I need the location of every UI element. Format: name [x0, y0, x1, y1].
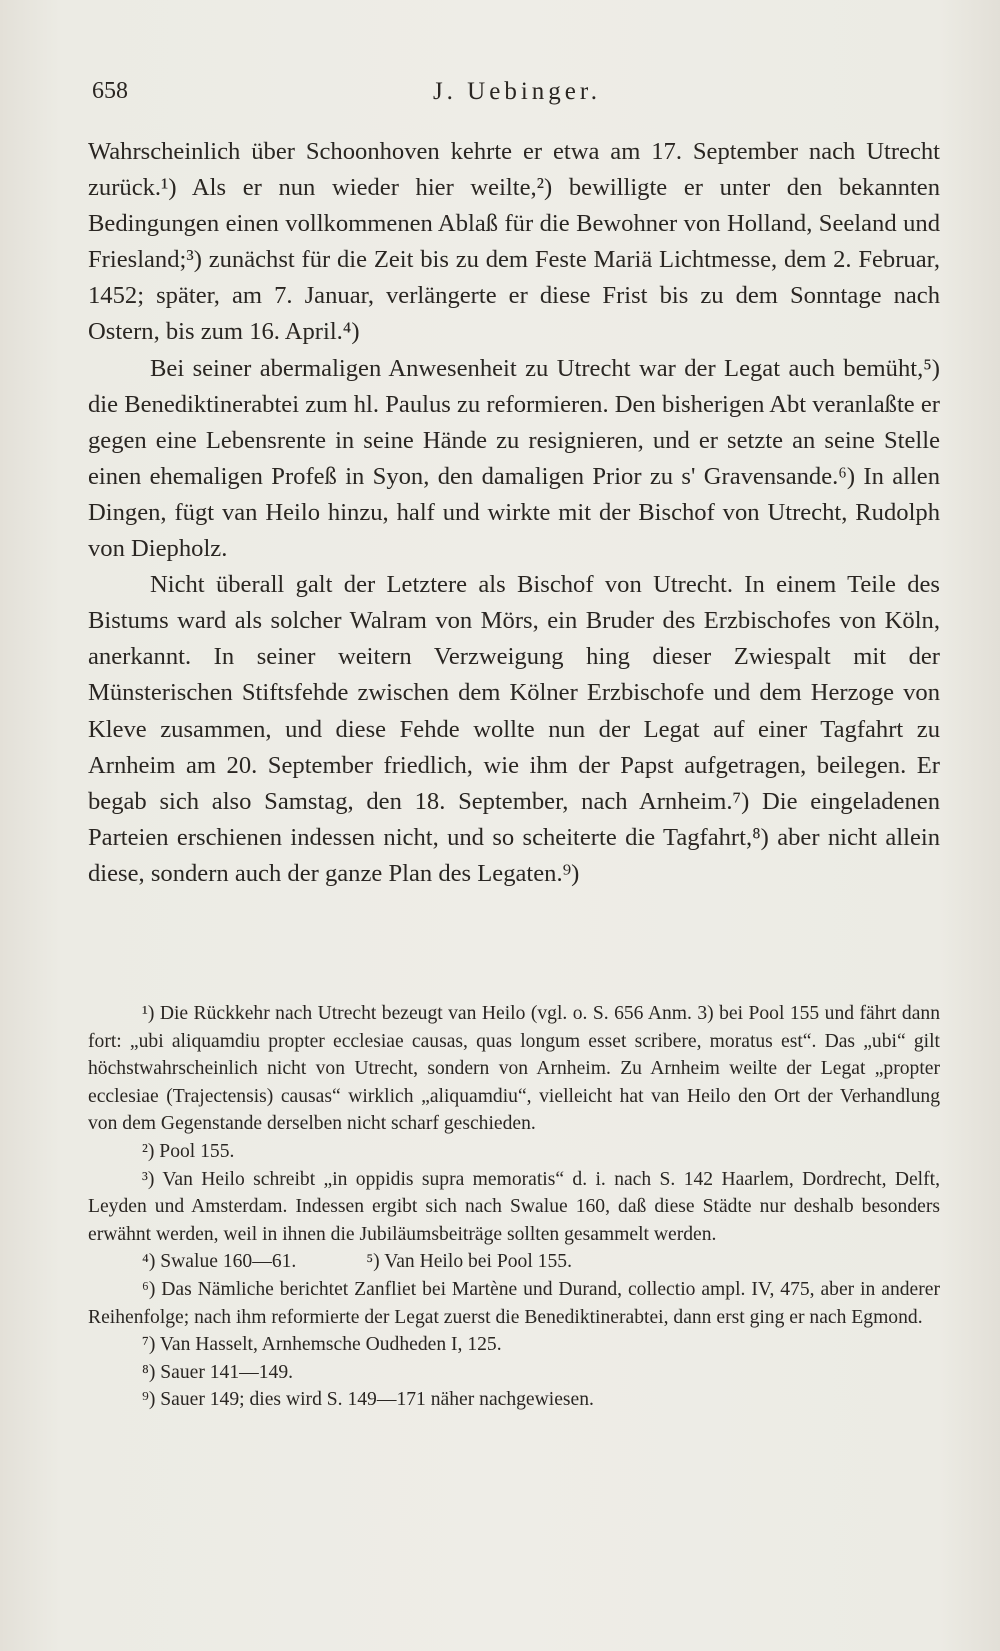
footnote-8: ⁸) Sauer 141—149.: [142, 1361, 294, 1383]
running-head: J. Uebinger.: [432, 78, 602, 105]
footnote-7: ⁷) Van Hasselt, Arnhemsche Oudheden I, 125.: [142, 1334, 502, 1356]
footnote-1: ¹) Die Rückkehr nach Utrecht bezeugt van Heilo (vgl. o. S. 656 Anm. 3) bei Pool 155 und fährt dann fort: „ubi aliquamdiu propter ecclesiae causas, quas longum esset scribere, moratus est“. Das „ubi“ gilt höchstwahrscheinlich nicht von Utrecht, sondern von Arnheim. Zu Arnheim weilte der Legat „propter ecclesiae (Trajectensis) causas“ wirklich „aliquamdiu“, vielleicht hat van Heilo den Ort der Verhandlung von dem Gegenstande derselben nicht scharf geschieden.: [88, 1003, 940, 1135]
page-number: 658: [92, 78, 128, 104]
footnote-row: [88, 1248, 940, 1276]
footnote-4: ⁴) Swalue 160—61.: [142, 1251, 297, 1273]
footnote-5: ⁵) Van Heilo bei Pool 155.: [366, 1251, 572, 1273]
page-header: [92, 78, 942, 114]
main-text: [88, 134, 940, 892]
footnote-6: ⁶) Das Nämliche berichtet Zanfliet bei Martène und Durand, collectio ampl. IV, 475, aber in anderer Reihenfolge; nach ihm reformierte der Legat zuerst die Benediktinerabtei, dann erst ging er nach Egmond.: [88, 1278, 940, 1328]
footnote-9: ⁹) Sauer 149; dies wird S. 149—171 näher nachgewiesen.: [142, 1389, 594, 1411]
paragraph: Bei seiner abermaligen Anwesenheit zu Utrecht war der Legat auch bemüht,⁵) die Benediktinerabtei zum hl. Paulus zu reformieren. Den bisherigen Abt veranlaßte er gegen eine Lebensrente in seine Hände zu resignieren, und er setzte an seine Stelle einen ehemaligen Profeß in Syon, den damaligen Prior zu s' Gravensande.⁶) In allen Dingen, fügt van Heilo hinzu, half und wirkte mit der Bischof von Utrecht, Rudolph von Diepholz.: [88, 354, 940, 563]
paragraph: Wahrscheinlich über Schoonhoven kehrte er etwa am 17. September nach Utrecht zurück.¹) Als er nun wieder hier weilte,²) bewilligte er unter den bekannten Bedingungen einen vollkommenen Ablaß für die Bewohner von Holland, Seeland und Friesland;³) zunächst für die Zeit bis zu dem Feste Mariä Lichtmesse, dem 2. Februar, 1452; später, am 7. Januar, verlängerte er diese Frist bis zu dem Sonntage nach Ostern, bis zum 16. April.⁴): [88, 138, 940, 346]
footnote-2: ²) Pool 155.: [142, 1140, 235, 1162]
paragraph: Nicht überall galt der Letztere als Bischof von Utrecht. In einem Teile des Bistums ward als solcher Walram von Mörs, ein Bruder des Erzbischofes von Köln, anerkannt. In seiner weitern Verzweigung hing dieser Zwiespalt mit der Münsterischen Stiftsfehde zwischen dem Kölner Erzbischofe und dem Herzoge von Kleve zusammen, und diese Fehde wollte nun der Legat auf einer Tagfahrt zu Arnheim am 20. September friedlich, wie ihm der Papst aufgetragen, beilegen. Er begab sich also Samstag, den 18. September, nach Arnheim.⁷) Die eingeladenen Parteien erschienen indessen nicht, und so scheiterte die Tagfahrt,⁸) aber nicht allein diese, sondern auch der ganze Plan des Legaten.⁹): [88, 571, 940, 887]
footnote-3: ³) Van Heilo schreibt „in oppidis supra memoratis“ d. i. nach S. 142 Haarlem, Dordrecht, Delft, Leyden und Amsterdam. Indessen ergibt sich nach Swalue 160, daß diese Städte nur deshalb besonders erwähnt werden, weil in ihnen die Jubiläumsbeiträge sollten gesammelt werden.: [88, 1168, 940, 1245]
footnotes: [88, 1000, 940, 1414]
